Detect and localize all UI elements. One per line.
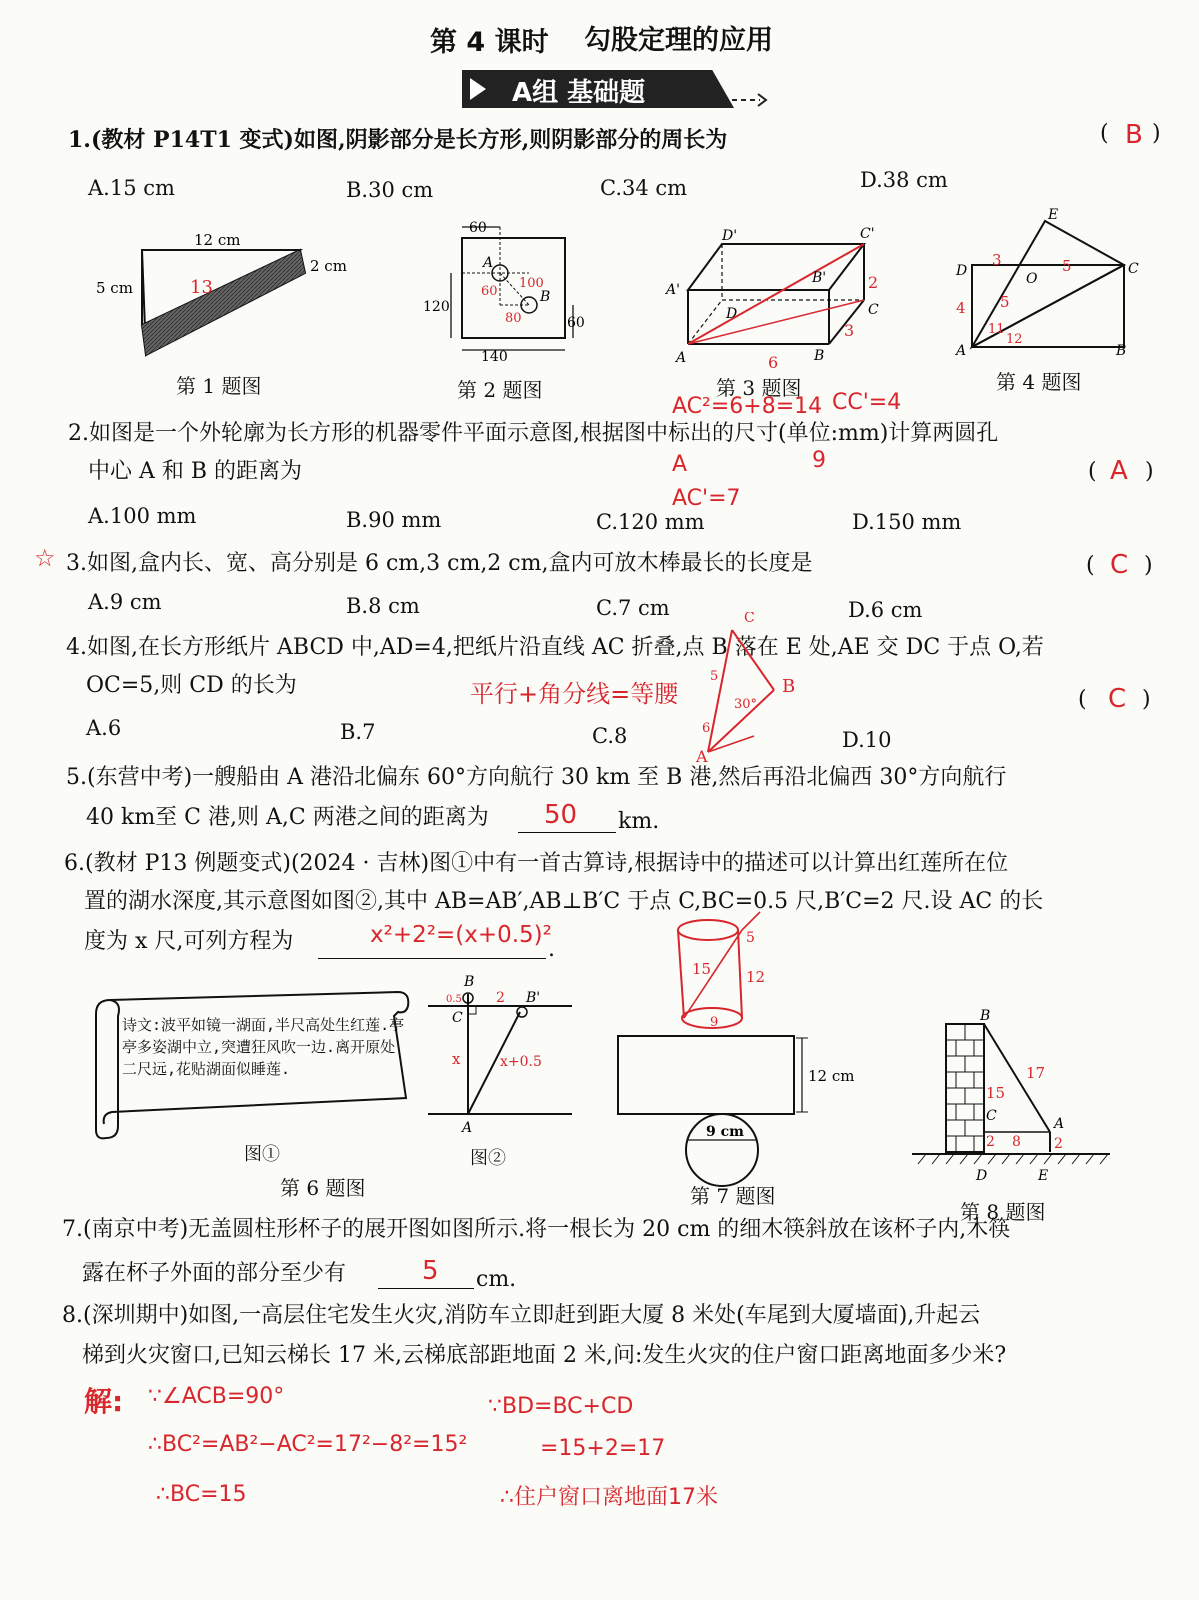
fig4-hw-4: 4 xyxy=(956,299,966,317)
fig3-label-d1: D' xyxy=(722,228,738,244)
q3-answer: C xyxy=(1110,550,1129,580)
q5-unit: km. xyxy=(618,809,660,834)
q4-option-a: A.6 xyxy=(86,716,122,740)
q5-answer: 50 xyxy=(544,800,578,830)
group-label: A组 基础题 xyxy=(512,78,646,108)
fig2-140: 140 xyxy=(481,349,508,365)
q1-answer: B xyxy=(1125,120,1143,150)
fig3-label-a1: A' xyxy=(666,282,680,298)
fig6-hw-2: 2 xyxy=(496,990,505,1006)
q7-unit: cm. xyxy=(476,1267,517,1292)
fig4-hw-5a: 5 xyxy=(1062,257,1072,275)
figure-4 xyxy=(950,205,1150,365)
fig6-label-a: A xyxy=(462,1120,473,1136)
fig4-hw-12: 12 xyxy=(1006,332,1023,347)
q2-option-d: D.150 mm xyxy=(852,510,962,534)
q1-option-a: A.15 cm xyxy=(88,176,175,200)
fig3-label-c1: C' xyxy=(860,226,875,242)
q1-bracket-open: ( xyxy=(1100,121,1109,146)
fig4-label-d: D xyxy=(956,263,968,279)
fig2-hw-60: 60 xyxy=(481,284,498,299)
q4-option-b: B.7 xyxy=(340,720,376,744)
q6-blank-line xyxy=(318,958,546,959)
fig7-diameter-label: 9 cm xyxy=(706,1124,744,1140)
q4-sketch-b: B xyxy=(782,676,796,697)
dashed-arrow-icon xyxy=(730,88,770,108)
fig6-label-b: B xyxy=(464,974,475,990)
lesson-number: 第 4 课时 xyxy=(430,27,549,58)
solution-right2: =15+2=17 xyxy=(540,1436,666,1461)
fig8-hw-8: 8 xyxy=(1012,1134,1021,1150)
figure-8 xyxy=(906,1004,1116,1190)
fig3-hw-6: 6 xyxy=(768,353,779,370)
q7-blank-line xyxy=(378,1288,474,1289)
fig8-hw-15: 15 xyxy=(986,1084,1006,1102)
fig4-hw-3: 3 xyxy=(992,251,1002,269)
solution-line2: ∴BC²=AB²−AC²=17²−8²=15² xyxy=(148,1432,468,1457)
q6-end: . xyxy=(548,937,555,962)
fig1-right-label: 2 cm xyxy=(310,257,347,275)
fig8-hw-2a: 2 xyxy=(986,1134,995,1150)
fig3-label-c: C xyxy=(868,302,879,318)
fig8-label-e: E xyxy=(1038,1168,1049,1184)
fig8-label-d: D xyxy=(976,1168,988,1184)
note-ac7: AC'=7 xyxy=(672,486,741,511)
q1-option-b: B.30 cm xyxy=(346,178,434,202)
figure-2 xyxy=(415,215,605,365)
fig6-cap1: 图① xyxy=(244,1144,280,1165)
q5-blank-line xyxy=(518,832,616,833)
q2-option-b: B.90 mm xyxy=(346,508,442,532)
q4-answer: C xyxy=(1108,684,1127,714)
q4-line1: 4.如图,在长方形纸片 ABCD 中,AD=4,把纸片沿直线 AC 折叠,点 B 落在 E 处,AE 交 DC 于点 O,若 xyxy=(66,635,1044,660)
fig3-hw-2: 2 xyxy=(868,273,879,292)
fig3-label-d: D xyxy=(726,306,738,322)
fig7-hw-9: 9 xyxy=(710,1015,719,1030)
fig6-label-c: C xyxy=(452,1010,463,1026)
q3-option-b: B.8 cm xyxy=(346,594,420,618)
q5-line1: 5.(东营中考)一艘船由 A 港沿北偏东 60°方向航行 30 km 至 B 港,然后再沿北偏西 30°方向航行 xyxy=(66,765,1007,790)
fig6-cap2: 图② xyxy=(470,1148,506,1169)
q6-answer: x²+2²=(x+0.5)² xyxy=(370,922,552,948)
fig1-caption: 第 1 题图 xyxy=(176,374,262,398)
q3-option-a: A.9 cm xyxy=(88,590,162,614)
q2-line1: 2.如图是一个外轮廓为长方形的机器零件平面示意图,根据图中标出的尺寸(单位:mm)计算两圆孔 xyxy=(68,421,999,446)
fig2-hw-80: 80 xyxy=(505,311,522,326)
fig6-diagram xyxy=(420,972,580,1136)
fig6-hw-x: x xyxy=(452,1050,461,1068)
q4-sketch-a: A xyxy=(696,747,708,762)
page-title: 勾股定理的应用 xyxy=(584,25,773,56)
q2-line2: 中心 A 和 B 的距离为 xyxy=(88,459,303,484)
q4-sketch-c: C xyxy=(744,612,755,626)
fig2-caption: 第 2 题图 xyxy=(457,378,543,402)
fig4-caption: 第 4 题图 xyxy=(996,370,1082,394)
solution-label: 解: xyxy=(84,1385,124,1418)
solution-right3: ∴住户窗口离地面17米 xyxy=(500,1485,718,1510)
q6-line1: 6.(教材 P13 例题变式)(2024 · 吉林)图①中有一首古算诗,根据诗中的描述可以计算出红莲所在位 xyxy=(64,851,1009,876)
q4-sketch-6: 6 xyxy=(702,721,711,736)
q8-line1: 8.(深圳期中)如图,一高层住宅发生火灾,消防车立即赶到距大厦 8 米处(车尾到大厦墙面),升起云 xyxy=(62,1303,981,1328)
fig1-top-label: 12 cm xyxy=(194,231,241,249)
q7-answer: 5 xyxy=(422,1256,439,1286)
fig2-label-b: B xyxy=(540,289,551,305)
note-a: A xyxy=(672,452,688,477)
fig1-hw-13: 13 xyxy=(190,277,213,298)
q4-sketch xyxy=(690,612,810,762)
fig7-hw-12: 12 xyxy=(746,968,766,986)
solution-line1: ∵∠ACB=90° xyxy=(148,1384,285,1409)
fig8-hw-2b: 2 xyxy=(1054,1136,1063,1152)
note-cc: CC'=4 xyxy=(832,390,902,415)
fig4-hw-11: 11 xyxy=(988,322,1005,337)
figure-7 xyxy=(612,906,872,1196)
fig2-120: 120 xyxy=(423,299,450,315)
fig4-hw-5b: 5 xyxy=(1000,293,1010,311)
q4-sketch-30: 30° xyxy=(734,697,758,712)
q2-option-a: A.100 mm xyxy=(88,504,197,528)
fig8-label-c: C xyxy=(986,1108,997,1124)
q8-line2: 梯到火灾窗口,已知云梯长 17 米,云梯底部距地面 2 米,问:发生火灾的住户窗口距离地面多少米? xyxy=(82,1343,1007,1368)
fig7-hw-5: 5 xyxy=(746,930,755,946)
q3-option-c: C.7 cm xyxy=(596,596,670,620)
poem-text: 诗文:波平如镜一湖面,半尺高处生红莲.亭亭多姿湖中立,突遭狂风吹一边.离开原处二尺远,花贴湖面似睡莲. xyxy=(122,1016,405,1078)
figure-3 xyxy=(664,222,894,370)
fig2-60-top: 60 xyxy=(469,220,487,236)
fig7-hw-15: 15 xyxy=(692,960,712,978)
q5-line2: 40 km至 C 港,则 A,C 两港之间的距离为 xyxy=(86,805,489,830)
fig4-label-b: B xyxy=(1116,343,1127,359)
fig3-label-b1: B' xyxy=(812,270,827,286)
q3-option-d: D.6 cm xyxy=(848,598,923,622)
solution-line3: ∴BC=15 xyxy=(156,1482,247,1507)
q2-option-c: C.120 mm xyxy=(596,510,705,534)
figure-1 xyxy=(90,225,360,365)
q4-sketch-5: 5 xyxy=(710,669,719,684)
fig2-hw-100: 100 xyxy=(519,276,544,291)
worksheet-page: 第 4 课时 勾股定理的应用 A组 基础题 1.(教材 P14T1 变式)如图,阴影部分是长方形,则阴影部分的周长为 ( B ) A.15 cm B.30 cm C.34 cm D.38 cm 12 cm 5 cm 2 cm 13 第 1 题图 60 120 140 60 A B 60 80 100 第 2 题图 D' C' A' B' D C A B 2 3 6 第 3 题图 E D O C A B 3 5 4 5 12 11 第 4 题图 AC²=6+8=14 CC'=4 A 9 AC'=7 2.如图是一个外轮廓为长方形的机器零件平面示意图,根据图中标出的尺寸(单位:mm)计算两圆孔 中心 A 和 B 的距离为 ( A ) A.100 mm B.90 mm C.120 mm D.150 mm ☆ 3.如图,盒内长、宽、高分别是 6 cm,3 cm,2 cm,盒内可放木棒最长的长度是 ( C ) A.9 cm B.8 cm C.7 cm D.6 cm 4.如图,在长方形纸片 ABCD 中,AD=4,把纸片沿直线 AC 折叠,点 B 落在 E 处,AE 交 DC 于点 O,若 OC=5,则 CD 的长为 平行+角分线=等腰 ( C ) A.6 B.7 C.8 D.10 C B A 5 30° 6 5.(东营中考)一艘船由 A 港沿北偏东 60°方向航行 30 km 至 B 港,然后再沿北偏西 30°方向航行 40 km至 C 港,则 A,C 两港之间的距离为 50 km. 6.(教材 P13 例题变式)(2024 · 吉林)图①中有一首古算诗,根据诗中的描述可以计算出红莲所在位 置的湖水深度,其示意图如图②,其中 AB=AB′,AB⊥B′C 于点 C,BC=0.5 尺,B′C=2 尺.设 AC 的长 度为 x 尺,可列方程为 x²+2²=(x+0.5)² . 诗文:波平如镜一湖面,半尺高处生红莲.亭亭多姿湖中立,突遭狂风吹一边.离开原处二尺远,花贴湖面似睡莲. 图① B B' C A 0.5 2 x x+0.5 图② 第 6 题图 5 15 12 9 12 cm 9 cm 第 7 题图 B C A D E 17 15 2 8 2 第 8 题图 7.(南京中考)无盖圆柱形杯子的展开图如图所示.将一根长为 20 cm 的细木筷斜放在该杯子内,木筷 露在杯子外面的部分至少有 5 cm. 8.(深圳期中)如图,一高层住宅发生火灾,消防车立即赶到距大厦 8 米处(车尾到大厦墙面),升起云 梯到火灾窗口,已知云梯长 17 米,云梯底部距地面 2 米,问:发生火灾的住户窗口距离地面多少米? 解: ∵∠ACB=90° ∴BC²=AB²−AC²=17²−8²=15² ∴BC=15 ∵BD=BC+CD =15+2=17 ∴住户窗口离地面17米 xyxy=(0,0,1199,1600)
q6-line3: 度为 x 尺,可列方程为 xyxy=(84,929,294,954)
fig6-hw-x05: x+0.5 xyxy=(500,1054,542,1070)
fig8-label-b: B xyxy=(980,1008,991,1024)
q4-line2: OC=5,则 CD 的长为 xyxy=(86,673,297,698)
q4-note: 平行+角分线=等腰 xyxy=(470,680,679,708)
fig4-label-o: O xyxy=(1026,271,1038,287)
fig4-label-e: E xyxy=(1048,207,1059,223)
q7-line2: 露在杯子外面的部分至少有 xyxy=(82,1261,347,1286)
q6-line2: 置的湖水深度,其示意图如图②,其中 AB=AB′,AB⊥B′C 于点 C,BC=0.5 尺,B′C=2 尺.设 AC 的长 xyxy=(84,889,1044,914)
q3-stem: 3.如图,盒内长、宽、高分别是 6 cm,3 cm,2 cm,盒内可放木棒最长的长度是 xyxy=(66,551,813,576)
q3-star-icon: ☆ xyxy=(34,544,56,572)
q7-line1: 7.(南京中考)无盖圆柱形杯子的展开图如图所示.将一根长为 20 cm 的细木筷斜放在该杯子内,木筷 xyxy=(62,1217,1011,1242)
fig7-caption: 第 7 题图 xyxy=(690,1184,776,1208)
fig2-label-a: A xyxy=(483,255,494,271)
fig2-60-right: 60 xyxy=(567,315,585,331)
fig8-hw-17: 17 xyxy=(1026,1064,1046,1082)
note-ac-squared: AC²=6+8=14 xyxy=(672,394,823,419)
fig1-left-label: 5 cm xyxy=(96,279,133,297)
fig3-label-b: B xyxy=(814,348,825,364)
solution-right1: ∵BD=BC+CD xyxy=(488,1394,634,1419)
q1-bracket-close: ) xyxy=(1152,121,1161,146)
q1-stem: 1.(教材 P14T1 变式)如图,阴影部分是长方形,则阴影部分的周长为 xyxy=(68,127,728,153)
fig4-label-c: C xyxy=(1128,261,1139,277)
fig6-caption: 第 6 题图 xyxy=(280,1176,366,1200)
fig6-label-b1: B' xyxy=(526,990,541,1006)
fig3-label-a: A xyxy=(676,350,687,366)
q1-option-c: C.34 cm xyxy=(600,176,688,200)
fig8-caption: 第 8 题图 xyxy=(960,1200,1046,1224)
q1-option-d: D.38 cm xyxy=(860,168,948,192)
fig7-height-label: 12 cm xyxy=(808,1067,855,1085)
q2-answer: A xyxy=(1110,456,1128,486)
fig3-hw-3: 3 xyxy=(844,321,855,340)
q4-option-c: C.8 xyxy=(592,724,628,748)
note-9: 9 xyxy=(812,448,826,473)
fig3-caption: 第 3 题图 xyxy=(716,376,802,400)
fig8-label-a: A xyxy=(1054,1116,1065,1132)
fig6-hw-05: 0.5 xyxy=(446,994,462,1005)
q4-option-d: D.10 xyxy=(842,728,892,752)
play-arrow-icon xyxy=(470,78,486,100)
fig4-label-a: A xyxy=(956,343,967,359)
